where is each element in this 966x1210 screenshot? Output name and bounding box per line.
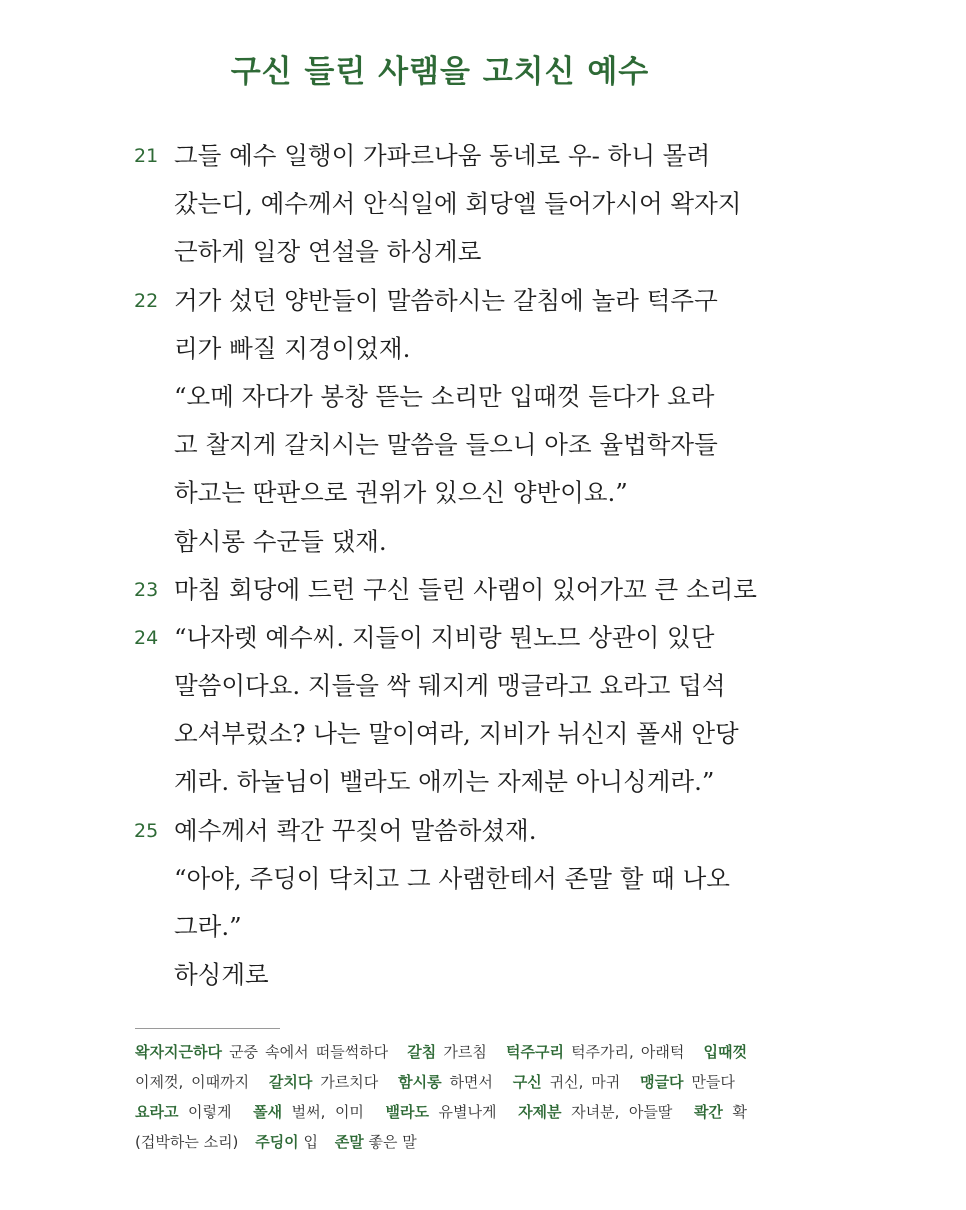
verse-text: 하고는 딴판으로 권위가 있으신 양반이요.” bbox=[174, 478, 628, 508]
glossary-meaning: 확(겁박하는 소리) bbox=[135, 1103, 747, 1151]
verse-text: 오셔부렀소? 나는 말이여라, 지비가 뉘신지 폴새 안당 bbox=[174, 719, 739, 749]
verse-text: 그들 예수 일행이 가파르나움 동네로 우- 하니 몰려 bbox=[174, 141, 711, 170]
glossary-term: 갈침 bbox=[407, 1043, 437, 1061]
verse-text: “나자렛 예수씨. 지들이 지비랑 뭔노므 상관이 있단 bbox=[174, 622, 715, 652]
verse-line bbox=[0, 807, 966, 855]
verse-number: 24 bbox=[134, 626, 159, 649]
glossary-meaning: 이렇게 bbox=[188, 1103, 232, 1121]
glossary-term: 자제분 bbox=[518, 1103, 562, 1121]
verse-text: 리가 빠질 지경이었재. bbox=[174, 333, 411, 363]
verse-text: 근하게 일장 연설을 하싱게로 bbox=[174, 237, 482, 267]
glossary-term: 턱주구리 bbox=[505, 1043, 564, 1061]
verse-text: “아야, 주딩이 닥치고 그 사램한테서 존말 할 때 나오 bbox=[174, 863, 730, 893]
verse-line bbox=[0, 951, 966, 999]
glossary-term: 존말 bbox=[334, 1133, 364, 1151]
verse-number: 22 bbox=[134, 289, 159, 312]
glossary-meaning: 유별나게 bbox=[438, 1103, 497, 1121]
verse-text: 거가 섰던 양반들이 말씀하시는 갈침에 놀라 턱주구 bbox=[174, 285, 718, 315]
glossary-term: 요라고 bbox=[135, 1103, 179, 1121]
verse-line bbox=[0, 469, 966, 517]
verse-line bbox=[0, 277, 966, 325]
verse-line bbox=[0, 566, 966, 614]
glossary-meaning: 가르치다 bbox=[320, 1073, 379, 1091]
glossary-term: 입때껏 bbox=[703, 1043, 747, 1061]
verse-text: 하싱게로 bbox=[174, 960, 269, 990]
glossary-term: 밸라도 bbox=[385, 1103, 429, 1121]
verse-line bbox=[0, 518, 966, 566]
verse-text: 함시롱 수군들 댔재. bbox=[174, 526, 387, 556]
verse-text-block bbox=[0, 132, 966, 999]
verse-line bbox=[0, 180, 966, 228]
verse-line bbox=[0, 758, 966, 806]
glossary-term: 맹글다 bbox=[640, 1073, 684, 1091]
verse-text: 말씀이다요. 지들을 싹 뒈지게 맹글라고 요라고 덥석 bbox=[174, 671, 726, 701]
glossary-term: 함시롱 bbox=[398, 1073, 442, 1091]
glossary-term: 구신 bbox=[512, 1073, 542, 1091]
verse-text: 고 찰지게 갈치시는 말씀을 들으니 아조 율법학자들 bbox=[174, 430, 718, 460]
verse-text: 예수께서 콱간 꾸짖어 말씀하셨재. bbox=[174, 815, 537, 845]
verse-line bbox=[0, 132, 966, 180]
glossary-meaning: 이제껏, 이때까지 bbox=[135, 1073, 250, 1091]
verse-text: “오메 자다가 봉창 뜯는 소리만 입때껏 듣다가 요라 bbox=[174, 381, 715, 411]
glossary-meaning: 벌써, 이미 bbox=[291, 1103, 364, 1121]
verse-number: 21 bbox=[134, 145, 159, 167]
verse-line bbox=[0, 373, 966, 421]
verse-line bbox=[0, 614, 966, 662]
glossary-term: 왁자지근하다 bbox=[135, 1043, 222, 1061]
glossary-meaning: 귀신, 마귀 bbox=[549, 1073, 621, 1091]
glossary-meaning: 군중 속에서 떠들썩하다 bbox=[229, 1043, 389, 1061]
glossary-footnote bbox=[135, 1037, 747, 1157]
glossary-term: 콱간 bbox=[693, 1103, 723, 1121]
glossary-meaning: 자녀분, 아들딸 bbox=[571, 1103, 673, 1121]
footnote-divider bbox=[135, 1028, 280, 1029]
verse-number: 25 bbox=[134, 819, 159, 842]
verse-line bbox=[0, 228, 966, 276]
glossary-meaning: 하면서 bbox=[449, 1073, 493, 1091]
verse-number: 23 bbox=[134, 578, 159, 601]
verse-line bbox=[0, 710, 966, 758]
glossary-term: 폴새 bbox=[253, 1103, 283, 1121]
glossary-term: 주딩이 bbox=[255, 1133, 299, 1151]
verse-line bbox=[0, 855, 966, 903]
glossary-meaning: 만들다 bbox=[691, 1073, 735, 1091]
verse-line bbox=[0, 325, 966, 373]
verse-line bbox=[0, 662, 966, 710]
verse-text: 게라. 하눌님이 밸라도 애끼는 자제분 아니싱게라.” bbox=[174, 767, 715, 797]
glossary-meaning: 입 bbox=[303, 1133, 318, 1151]
glossary-term: 갈치다 bbox=[268, 1073, 313, 1091]
section-title: 구신 들린 사램을 고치신 예수 bbox=[230, 54, 650, 90]
glossary-meaning: 턱주가리, 아래턱 bbox=[571, 1043, 685, 1061]
verse-text: 갔는디, 예수께서 안식일에 회당엘 들어가시어 왁자지 bbox=[174, 189, 742, 219]
verse-line bbox=[0, 903, 966, 951]
glossary-meaning: 가르침 bbox=[443, 1043, 487, 1061]
verse-text: 그라.” bbox=[174, 912, 242, 941]
verse-line bbox=[0, 421, 966, 469]
glossary-meaning: 좋은 말 bbox=[368, 1133, 417, 1151]
verse-text: 마침 회당에 드런 구신 들린 사램이 있어가꼬 큰 소리로 bbox=[174, 574, 757, 604]
